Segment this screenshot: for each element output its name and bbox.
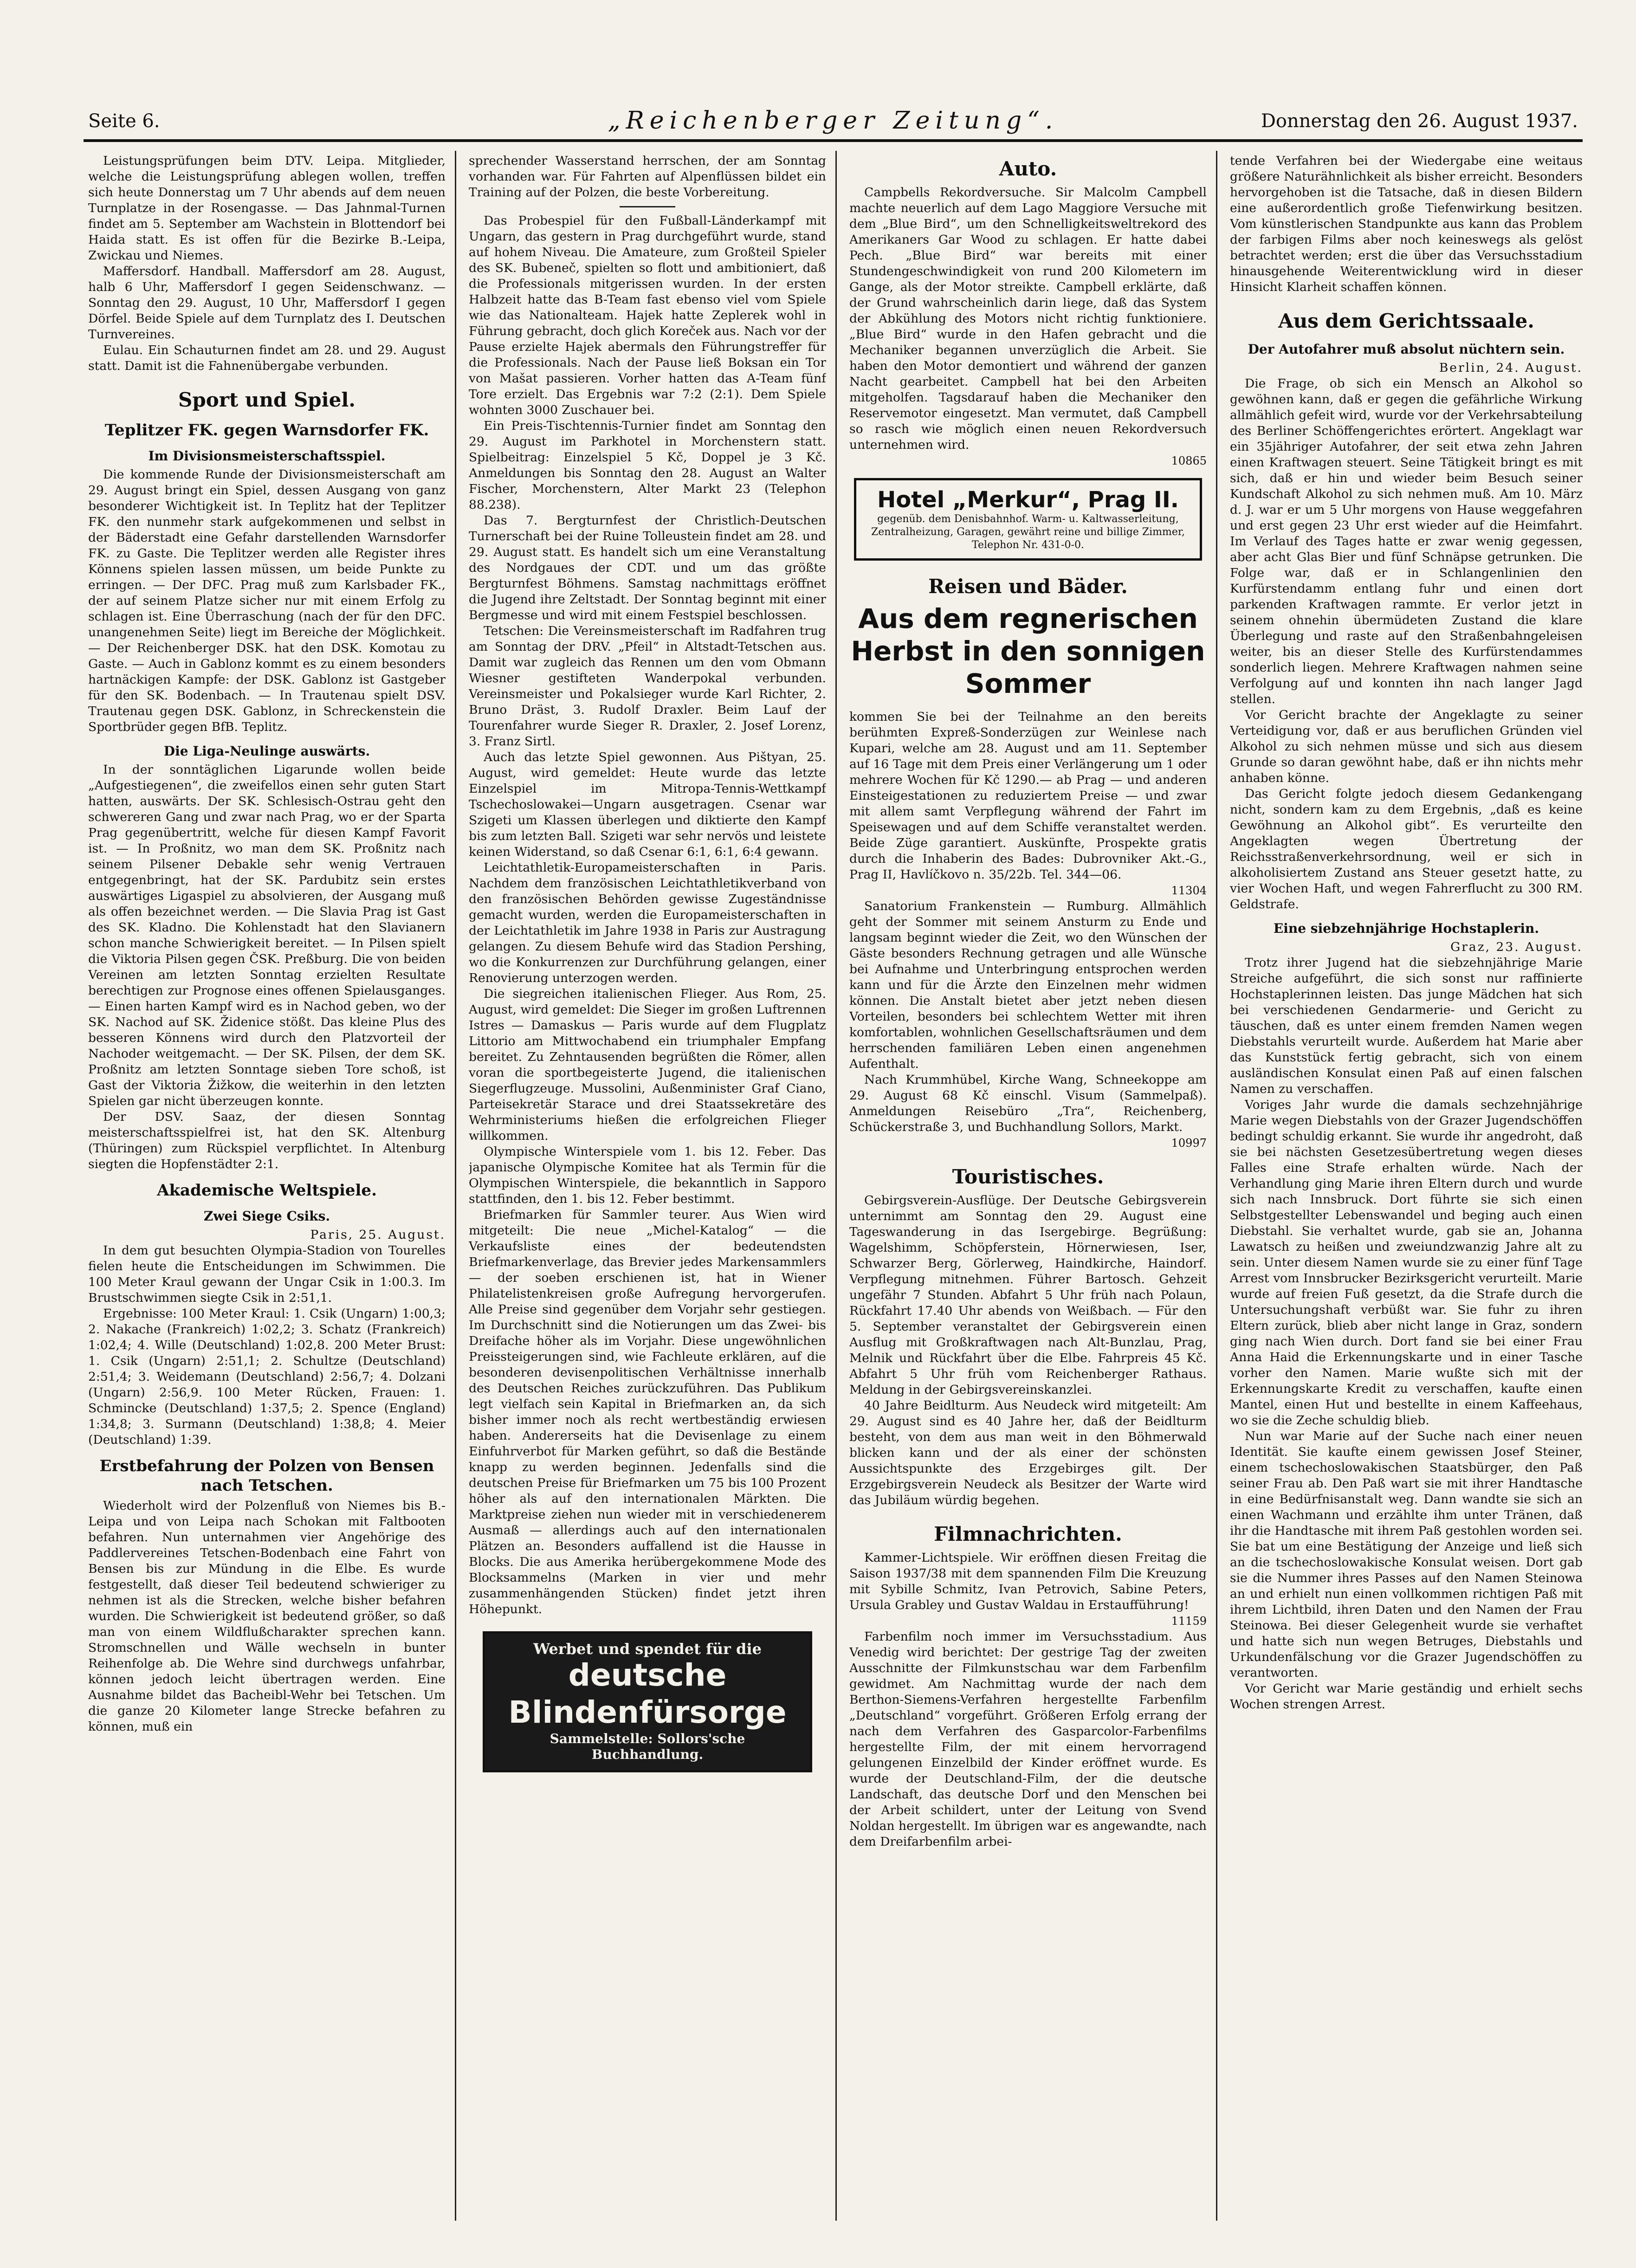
column-rule <box>835 151 837 2221</box>
article-text: Die kommende Runde der Divisionsmeisterschaft am 29. August bringt ein Spiel, dessen Ausgang von ganz besonderer Wichtigkeit ist. In Teplitz hat der Teplitzer FK. den nunmehr stark aufgekommenen und selbst in der Bäderstadt eine Gefahr darstellenden Warnsdorfer FK. zu Gaste. Die Teplitzer werden alle Register ihres Könnens spielen lassen müssen, um beide Punkte zu erringen. — Der DFC. Prag muß zum Karlsbader FK., der auf seinem Platze sicher nur mit einem Erfolg zu schlagen ist. Eine Überraschung (nach der für den DFC. unangenehmen Seite) liegt im Bereiche der Möglichkeit. — Der Reichenberger DSK. hat den DSK. Komotau zu Gaste. — Auch in Gablonz kommt es zu einem besonders hartnäckigen Kampfe: der DSK. Gablonz ist Gastgeber für den SK. Bodenbach. — In Trautenau spielt DSV. Trautenau gegen DSK. Gablonz, in Schreckenstein die Sportbrüder gegen BfB. Teplitz. <box>88 467 446 734</box>
ad-line: Werbet und spendet für die <box>533 1640 762 1658</box>
article-text: 40 Jahre Beidlturm. Aus Neudeck wird mitgeteilt: Am 29. August sind es 40 Jahre her, daß der Beidlturm besteht, von dem aus man weit in den Böhmerwald blicken kann und der als einer der schönsten Aussichtspunkte des Erzgebirges gilt. Der Erzgebirgsverein Neudeck als Besitzer der Warte wird das Jubiläum würdig begehen. <box>849 1398 1207 1507</box>
article-text: Vor Gericht war Marie geständig und erhielt sechs Wochen strengen Arrest. <box>1230 1681 1583 1712</box>
article-text: Voriges Jahr wurde die damals sechzehnjährige Marie wegen Diebstahls von der Grazer Jugendschöffen bedingt schuldig erkannt. Sie wurde ihr angedroht, daß sie bei nächsten Gesetzesübertretung wegen dieses Falles eine Strafe erhalten würde. Nach der Verhandlung ging Marie ihren Eltern durch und wurde sich nach Innsbruck. Dort führte sie sich einen Selbstgestellter Lebenswandel und beging auch einen Diebstahl. Sie verhaltet wurde, gab sie an, Johanna Lawatsch zu heißen und zweiundzwanzig Jahre alt zu sein. Unter diesem Namen wurde sie zu einer fünf Tage Arrest vom Innsbrucker Bezirksgericht verurteilt. Marie wurde auf freien Fuß gesetzt, da die Strafe durch die Untersuchungshaft verbüßt war. Sie fuhr zu ihren Eltern zurück, blieb aber nicht lange in Graz, sondern ging nach Wien durch. Dort fand sie bei einer Frau Anna Haid die Erkennungskarte und in einer Tasche vorher den Namen. Marie wußte sich mit der Erkennungskarte Kredit zu verschaffen, kaufte einen Mantel, einen Hut und bestellte in einem Kaffeehaus, wo sie die Zeche schuldig blieb. <box>1230 1098 1583 1428</box>
article-text: Tetschen: Die Vereinsmeisterschaft im Radfahren trug am Sonntag der DRV. „Pfeil“ in Altstadt-Tetschen aus. Damit war zugleich das Rennen um den vom Obmann Wiesner gestifteten Wanderpokal verbunden. Vereinsmeister und Pokalsieger wurde Karl Richter, 2. Bruno Dräst, 3. Rudolf Draxler. Beim Lauf der Tourenfahrer wurde Sieger R. Draxler, 2. Josef Lorenz, 3. Franz Sirtl. <box>469 624 826 749</box>
article-text: Maffersdorf. Handball. Maffersdorf am 28. August, halb 6 Uhr, Maffersdorf I gegen Seidenschwanz. — Sonntag den 29. August, 10 Uhr, Maffersdorf I gegen Dörfel. Beide Spiele auf dem Turnplatz des I. Deutschen Turnvereines. <box>88 264 446 342</box>
article-text: tende Verfahren bei der Wiedergabe eine weitaus größere Naturähnlichkeit als bisher erreicht. Besonders hervorgehoben ist die Tatsache, daß in diesen Bildern eine außerordentlich große Tiefenwirkung besitzen. Vom künstlerischen Standpunkte aus kann das Problem der farbigen Films aber noch keineswegs als gelöst betrachtet werden; erst die über das Versuchsstadium hinausgehende Weiterentwicklung wird in dieser Hinsicht Klarheit schaffen können. <box>1230 154 1583 294</box>
article-text: In der sonntäglichen Ligarunde wollen beide „Aufgestiegenen“, die zweifellos einen sehr guten Start hatten, auswärts. Der SK. Schlesisch-Ostrau geht den schwereren Gang und zwar nach Prag, wo er der Sparta Prag gegenübertritt, welche für diesen Kampf Favorit ist. — In Proßnitz, wo man dem SK. Proßnitz nach seinem Pilsener Debakle sehr wenig Vertrauen entgegenbringt, hat der SK. Pardubitz sein erstes auswärtiges Ligaspiel zu absolvieren, der Ausgang muß als offen bezeichnet werden. — Die Slavia Prag ist Gast des SK. Kladno. Die Kohlenstadt hat den Slavianern schon manche Schwierigkeit bereitet. — In Pilsen spielt die Viktoria Pilsen gegen ČSK. Preßburg. Die von beiden Vereinen am letzten Sonntag erzielten Resultate berechtigen zur Prognose eines offenen Spielausganges. — Einen harten Kampf wird es in Nachod geben, wo der SK. Nachod auf SK. Židenice stößt. Das kleine Plus des besseren Könnens wird durch den Platzvorteil der Nachoder weitgemacht. — Der SK. Pilsen, der dem SK. Proßnitz am letzten Sonntage sieben Tore schoß, ist Gast der Viktoria Žižkow, die weiterhin in den letzten Spielen gar nicht überzeugen konnte. <box>88 762 446 1108</box>
ad-title: Hotel „Merkur“, Prag II. <box>877 487 1179 513</box>
section-heading: Aus dem Gerichtssaale. <box>1278 310 1534 332</box>
article-text: Die Frage, ob sich ein Mensch an Alkohol so gewöhnen kann, daß er gegen die gefährliche Wirkung allmählich gefeit wird, wurde vor der Verkehrsabteilung des Berliner Schöffengerichtes erörtert. Angeklagt war ein 35jähriger Autofahrer, der seit etwa zehn Jahren einen Kraftwagen steuert. Seine Tätigkeit bringt es mit sich, daß er hin und wieder beim Besuch seiner Kundschaft Alkohol zu sich nehmen muß. Am 10. März d. J. war er um 5 Uhr morgens von Hause weggefahren und erst gegen 23 Uhr erst wieder auf die Heimfahrt. Im Verlauf des Tages hatte er zwar wenig gegessen, aber acht Glas Bier und fünf Schnäpse getrunken. Die Folge war, daß er in Schlangenlinien den Kurfürstendamm entlang fuhr und einen dort parkenden Kraftwagen rammte. Er verlor jetzt in seinem ohnehin übermüdeten Zustand die klare Überlegung und raste auf den Straßenbahngeleisen weiter, bis an dieser Stelle des Kurfürstendammes sonderlich liegen. Mehrere Kraftwagen nahmen seine Verfolgung auf und konnten ihn nach langer Jagd stellen. <box>1230 376 1583 706</box>
article-heading: Teplitzer FK. gegen Warnsdorfer FK. <box>104 421 429 439</box>
article-heading: Eine siebzehnjährige Hochstaplerin. <box>1273 921 1539 936</box>
separator <box>620 206 675 207</box>
article-heading: Akademische Weltspiele. <box>157 1181 377 1200</box>
ad-text: gegenüb. dem Denisbahnhof. Warm- u. Kaltwasserleitung, Zentralheizung, Garagen, gewährt reine und billige Zimmer, Telephon Nr. 431-0-0. <box>871 513 1185 551</box>
newspaper-page <box>84 107 1583 2223</box>
article-text: Das Gericht folgte jedoch diesem Gedankengang nicht, sondern kam zu dem Ergebnis, „daß es keine Gewöhnung an Alkohol gibt“. Es verurteilte den Angeklagten wegen Übertretung der Reichsstraßenverkehrsordnung, weil er sich in alkoholisiertem Zustand ans Steuer gesetzt hatte, zu vier Wochen Haft, und wegen Fahrerflucht zu 300 RM. Geldstrafe. <box>1230 787 1583 911</box>
article-text: Eulau. Ein Schauturnen findet am 28. und 29. August statt. Damit ist die Fahnenübergabe verbunden. <box>88 343 446 373</box>
article-text: Auch das letzte Spiel gewonnen. Aus Pištyan, 25. August, wird gemeldet: Heute wurde das letzte Einzelspiel im Mitropa-Tennis-Wettkampf Tschechoslowakei—Ungarn ausgetragen. Csenar war Szigeti um Klassen überlegen und diktierte den Kampf bis zum letzten Ball. Szigeti war sehr nervös und leistete keinen Widerstand, so daß Csenar 6:1, 6:1, 6:4 gewann. <box>469 750 826 859</box>
section-heading: Filmnachrichten. <box>934 1523 1122 1545</box>
dateline: Graz, 23. August. <box>1450 940 1583 954</box>
section-heading: Sport und Spiel. <box>178 388 356 411</box>
article-text: Ergebnisse: 100 Meter Kraul: 1. Csik (Ungarn) 1:00,3; 2. Nakache (Frankreich) 1:02,2; 3. Schatz (Frankreich) 1:02,4; 4. Wille (Deutschland) 1:02,8. 200 Meter Brust: 1. Csik (Ungarn) 2:51,1; 2. Schultze (Deutschland) 2:51,4; 3. Weidemann (Deutschland) 2:56,7; 4. Dolzani (Ungarn) 2:56,9. 100 Meter Rücken, Frauen: 1. Schmincke (Deutschland) 1:37,5; 2. Spence (England) 1:34,8; 3. Surmann (Deutschland) 1:38,8; 4. Meier (Deutschland) 1:39. <box>88 1306 446 1447</box>
section-heading: Touristisches. <box>952 1165 1104 1188</box>
article-text: Das Probespiel für den Fußball-Länderkampf mit Ungarn, das gestern in Prag durchgeführt wurde, stand auf hohem Niveau. Die Amateure, zum Großteil Spieler des SK. Bubeneč, spielten so flott und ambitioniert, daß die Professionals mitgerissen wurden. In der ersten Halbzeit hatte das B-Team fast ebenso viel vom Spiele wie das Nationalteam. Hajek hatte Zeplerek wohl in Führung gebracht, doch glich Koreček aus. Nach vor der Pause erzielte Hajek abermals den Führungstreffer für die Professionals. Nach der Pause ließ Boksan ein Tor von Mašat passieren. Vorher hatten das A-Team fünf Tore erzielt. Das Ergebnis war 7:2 (2:1). Dem Spiele wohnten 3000 Zuschauer bei. <box>469 213 826 417</box>
dateline: Paris, 25. August. <box>310 1228 446 1242</box>
article-text: Kammer-Lichtspiele. Wir eröffnen diesen Freitag die Saison 1937/38 mit dem spannenden Film Die Kreuzung mit Sybille Schmitz, Ivan Petrovich, Sabine Peters, Ursula Grabley und Gustav Waldau in Erstaufführung! <box>849 1551 1207 1612</box>
section-heading: Auto. <box>999 157 1057 180</box>
article-text: Nach Krummhübel, Kirche Wang, Schneekoppe am 29. August 68 Kč einschl. Visum (Sammelpaß). Anmeldungen Reisebüro „Tra“, Reichenberg, Schückerstraße 3, und Buchhandlung Sollors, Markt. <box>849 1073 1207 1134</box>
article-text: Der DSV. Saaz, der diesen Sonntag meisterschaftsspielfrei ist, hat den SK. Altenburg (Thüringen) zum Rückspiel verpflichtet. In Altenburg siegten die Hopfenstädter 2:1. <box>88 1110 446 1171</box>
reference-number: 10865 <box>1171 454 1207 467</box>
reference-number: 11304 <box>1171 884 1207 897</box>
article-text: Wiederholt wird der Polzenfluß von Niemes bis B.-Leipa und von Leipa nach Schokan mit Faltbooten befahren. Nun unternahmen vier Angehörige des Paddlervereines Tetschen-Bodenbach eine Fahrt von Bensen bis zur Mündung in die Elbe. Es wurde festgestellt, daß dieser Teil bedeutend schwieriger zu nehmen ist als die Strecken, welche bisher befahren wurden. Die Schwierigkeit ist bedeutend größer, so daß man von einem Wildflußcharakter sprechen kann. Stromschnellen und Wälle wechseln in bunter Reihenfolge ab. Die Wehre sind durchwegs unfahrbar, können jedoch leicht übertragen werden. Eine Ausnahme bildet das Bacheibl-Wehr bei Tetschen. Um die ganze 20 Kilometer lange Strecke befahren zu können, muß ein <box>88 1499 446 1734</box>
column-4 <box>1230 153 1583 2223</box>
article-text: Nun war Marie auf der Suche nach einer neuen Identität. Sie kaufte einem gewissen Josef Steiner, einem tschechoslowakischen Staatsbürger, den Paß seiner Frau ab. Den Paß wart sie mit ihrer Handtasche in eine Bedürfnisanstalt weg. Dann wandte sie sich an einen Wachmann und erzählte ihm unter Tränen, daß ihr die Handtasche mit ihrem Paß gestohlen worden sei. Sie bat um eine Bestätigung der Anzeige und ließ sich an die tschechoslowakische Konsulat weisen. Dort gab sie die Nummer ihres Passes auf den Namen Steinowa an und erhielt nun einen vollkommen richtigen Paß mit ihrem Lichtbild, ihren Daten und den Namen der Frau Steinowa. Bei dieser Gelegenheit wurde sie verhaftet und hatte sich nun wegen Betruges, Diebstahls und Urkundenfälschung vor die Grazer Jugendschöffen zu verantworten. <box>1230 1429 1583 1680</box>
article-text: Trotz ihrer Jugend hat die siebzehnjährige Marie Streiche aufgeführt, die sich sonst nur raffinierte Hochstaplerinnen leisten. Das junge Mädchen hat sich bei verschiedenen Gendarmerie- und Gericht zu täuschen, daß es unter einem fremden Namen wegen Diebstahls verurteilt wurde. Außerdem hat Marie aber das Kunststück fertig gebracht, sich von einem ausländischen Konsulat einen Paß auf einen falschen Namen zu verschaffen. <box>1230 956 1583 1096</box>
article-text: Farbenfilm noch immer im Versuchsstadium. Aus Venedig wird berichtet: Der gestrige Tag der zweiten Ausschnitte der Filmkunstschau war dem Farbenfilm gewidmet. Am Nachmittag wurde der nach dem Berthon-Siemens-Verfahren hergestellte Farbenfilm „Deutschland“ vorgeführt. Größeren Erfolg errang der nach dem Verfahren des Gasparcolor-Farbenfilms hergestellte Film, der mit einem hervorragend gelungenen Einzelbild der Kinder eröffnet wurde. Es wurde der Deutschland-Film, der die deutsche Landschaft, das deutsche Dorf und den Menschen bei der Arbeit schildert, unter der Leitung von Svend Noldan hergestellt. Im übrigen war es angewandte, nach dem Dreifarbenfilm arbei- <box>849 1629 1207 1849</box>
article-heading: Die Liga-Neulinge auswärts. <box>163 743 370 759</box>
dateline: Berlin, 24. August. <box>1439 361 1583 375</box>
article-text: Gebirgsverein-Ausflüge. Der Deutsche Gebirgsverein unternimmt am Sonntag den 29. August eine Tageswanderung in das Isergebirge. Begrüßung: Wagelshimm, Schöpferstein, Hörnerwiesen, Iser, Schwarzer Berg, Görlerweg, Haindkirche, Haindorf. Verpflegung mitnehmen. Führer Bartosch. Gehzeit ungefähr 7 Stunden. Abfahrt 5 Uhr früh nach Polaun, Rückfahrt 17.40 Uhr abends von Weißbach. — Für den 5. September veranstaltet der Gebirgsverein einen Ausflug mit Großkraftwagen nach Alt-Bunzlau, Prag, Melnik und Rückfahrt über die Elbe. Fahrpreis 45 Kč. Abfahrt 5 Uhr früh vom Reichenberger Rathaus. Meldung in der Gebirgsvereinskanzlei. <box>849 1193 1207 1397</box>
newspaper-title: „Reichenberger Zeitung“. <box>608 107 1059 135</box>
article-text: Die siegreichen italienischen Flieger. Aus Rom, 25. August, wird gemeldet: Die Sieger im großen Luftrennen Istres — Damaskus — Paris wurde auf dem Flugplatz Littorio am Mittwochabend ein triumphaler Empfang bereitet. Zu Zehntausenden begrüßten die Römer, allen voran die sportbegeisterte Jugend, die italienischen Siegerflugzeuge. Mussolini, Außenminister Graf Ciano, Parteisekretär Starace und drei Staatssekretäre des Wehrministeriums hießen die erfolgreichen Flieger willkommen. <box>469 987 826 1143</box>
ad-title: deutsche Blindenfürsorge <box>508 1657 787 1730</box>
article-text: Campbells Rekordversuche. Sir Malcolm Campbell machte neuerlich auf dem Lago Maggiore Versuche mit dem „Blue Bird“, um den Schnelligkeitsweltrekord des Amerikaners Gar Wood zu schlagen. Er hatte dabei Pech. „Blue Bird“ war bereits mit einer Stundengeschwindigkeit von rund 200 Kilometern im Gange, als der Motor streikte. Campbell erklärte, daß der Grund wahrscheinlich darin liege, daß das System der Abkühlung des Motors nicht richtig funktioniere. „Blue Bird“ wurde in den Hafen gebracht und die Mechaniker begannen unverzüglich die Arbeit. Sie haben den Motor demontiert und während der ganzen Nacht gearbeitet. Campbell hat bei den Arbeiten mitgeholfen. Tagsdarauf haben die Mechaniker den Reservemotor eingesetzt. Man vermutet, daß Campbell so rasch wie möglich einen neuen Rekordversuch unternehmen wird. <box>849 185 1207 452</box>
article-heading: Der Autofahrer muß absolut nüchtern sein. <box>1248 342 1565 357</box>
issue-date: Donnerstag den 26. August 1937. <box>1261 110 1578 132</box>
article-subheading: Zwei Siege Csiks. <box>203 1208 330 1224</box>
column-rule <box>1216 151 1217 2221</box>
article-subheading: Im Divisionsmeisterschaftsspiel. <box>148 448 386 464</box>
column-2 <box>469 153 826 2223</box>
column-1 <box>88 153 446 2223</box>
article-text: Briefmarken für Sammler teurer. Aus Wien wird mitgeteilt: Die neue „Michel-Katalog“ — die Verkaufsliste eines der bedeutendsten Briefmarkenverlage, das Brevier jedes Markensammlers — der soeben erschienen ist, hat in Wiener Philatelistenkreisen große Aufregung hervorgerufen. Alle Preise sind gegenüber dem Vorjahr sehr gestiegen. Im Durchschnitt sind die Notierungen um das Zwei- bis Dreifache höher als im Vorjahr. Diese ungewöhnlichen Preissteigerungen sind, wie Fachleute erklären, auf die besonderen devisenpolitischen Verhältnisse innerhalb des Deutschen Reiches zurückzuführen. Das Publikum legt vielfach sein Kapital in Briefmarken an, da sich bisher immer noch als recht wertbeständig erwiesen haben. Andererseits hat die Devisenlage zu einem Einfuhrverbot für Marken geführt, so daß die Bestände knapp zu werden beginnen. Jedenfalls sind die deutschen Preise für Briefmarken um 75 bis 100 Prozent höher als auf den internationalen Märkten. Die Marktpreise ziehen nun wieder mit in verschiedenerem Ausmaß — allerdings auch auf den internationalen Plätzen an. Besonders auffallend ist die Hausse in Blocks. Die aus Amerika herübergekommene Mode des Blocksammelns (Marken in vier und mehr zusammenhängenden Stücken) findet jetzt ihren Höhepunkt. <box>469 1208 826 1616</box>
article-text: Ein Preis-Tischtennis-Turnier findet am Sonntag den 29. August im Parkhotel in Morchenstern statt. Spielbeitrag: Einzelspiel 5 Kč, Doppel je 3 Kč. Anmeldungen bis Sonntag den 28. August an Walter Fischer, Morchenstern, Alter Markt 23 (Telephon 88.238). <box>469 419 826 512</box>
article-text: In dem gut besuchten Olympia-Stadion von Tourelles fielen heute die Entscheidungen im Schwimmen. Die 100 Meter Kraul gewann der Ungar Csik in 1:00.3. Im Brustschwimmen siegte Csik in 2:51,1. <box>88 1243 446 1305</box>
advertisement-hotel-merkur <box>854 478 1202 561</box>
article-text: Vor Gericht brachte der Angeklagte zu seiner Verteidigung vor, daß er aus beruflichen Gründen viel Alkohol zu sich nehmen müsse und sich aus diesem Grunde so daran gewöhnt habe, daß er ihn nichts mehr anhaben könne. <box>1230 708 1583 785</box>
article-text: Sanatorium Frankenstein — Rumburg. Allmählich geht der Sommer mit seinem Ansturm zu Ende und langsam beginnt wieder die Zeit, wo den Wünschen der Gäste besonders Rechnung getragen und alle Wünsche bei Aufnahme und Unterbringung entsprochen werden kann und für die Ärzte den Einzelnen mehr widmen können. Die Anstalt bietet aber jetzt neben diesen Vorteilen, besonders bei schlechtem Wetter mit ihren komfortablen, wohnlichen Gesellschaftsräumen und dem herrschenden familiären Leben einen angenehmen Aufenthalt. <box>849 899 1207 1071</box>
page-number: Seite 6. <box>88 110 160 132</box>
ad-line: Sammelstelle: Sollors'sche Buchhandlung. <box>550 1731 745 1762</box>
article-text: Leichtathletik-Europameisterschaften in Paris. Nachdem dem französischen Leichtathletikverband von den französischen Behörden gewisse Zugeständnisse gemacht wurden, werden die Europameisterschaften in der Leichtathletik im Jahre 1938 in Paris zur Austragung gelangen. Zu diesem Behufe wird das Stadion Pershing, wo die Konkurrenzen zur Durchführung gelangen, einer Renovierung unterzogen werden. <box>469 860 826 985</box>
advertisement-blindenfuersorge <box>483 1631 812 1772</box>
ad-headline: Aus dem regnerischen Herbst in den sonnigen Sommer <box>851 603 1205 699</box>
article-heading: Erstbefahrung der Polzen von Bensen nach Tetschen. <box>99 1457 434 1495</box>
page-header <box>84 107 1583 142</box>
article-text: sprechender Wasserstand herrschen, der am Sonntag vorhanden war. Für Fahrten auf Alpenflüssen bildet ein Training auf der Polzen, die beste Vorbereitung. <box>469 154 826 200</box>
reference-number: 10997 <box>1171 1137 1207 1150</box>
article-text: kommen Sie bei der Teilnahme an den bereits berühmten Expreß-Sonderzügen zur Weinlese nach Kupari, welche am 28. August und am 11. September auf 16 Tage mit dem Preis einer Verlängerung um 1 oder mehrere Wochen für Kč 1290.— ab Prag — und anderen Einsteigestationen zu reduziertem Preise — und zwar mit allem samt Verpflegung während der Fahrt im Speisewagen und auf dem Schiffe veranstaltet werden. Beide Züge garantiert. Auskünfte, Prospekte gratis durch die Inhaberin des Bades: Dubrovniker Akt.-G., Prag II, Havlíčkovo n. 35/22b. Tel. 344—06. <box>849 710 1207 882</box>
section-heading: Reisen und Bäder. <box>928 575 1128 598</box>
column-3 <box>849 153 1207 2223</box>
reference-number: 11159 <box>1171 1615 1207 1628</box>
article-text: Leistungsprüfungen beim DTV. Leipa. Mitglieder, welche die Leistungsprüfung ablegen wollen, treffen sich heute Donnerstag um 7 Uhr abends auf dem neuen Turnplatze in der Rosengasse. — Das Jahnmal-Turnen findet am 5. September am Wachstein in Blottendorf bei Haida statt. Es ist offen für die Bezirke B.-Leipa, Zwickau und Niemes. <box>88 154 446 263</box>
article-text: Das 7. Bergturnfest der Christlich-Deutschen Turnerschaft bei der Ruine Tolleustein findet am 28. und 29. August statt. Es handelt sich um eine Veranstaltung des Nordgaues der CDT. und um das größte Bergturnfest Böhmens. Samstag nachmittags eröffnet die Jugend ihre Zeltstadt. Der Sonntag beginnt mit einer Bergmesse und wird mit einem Festspiel beschlossen. <box>469 513 826 622</box>
article-text: Olympische Winterspiele vom 1. bis 12. Feber. Das japanische Olympische Komitee hat als Termin für die Olympischen Winterspiele, die bekanntlich in Sapporo stattfinden, den 1. bis 12. Feber bestimmt. <box>469 1144 826 1206</box>
column-rule <box>455 151 456 2221</box>
